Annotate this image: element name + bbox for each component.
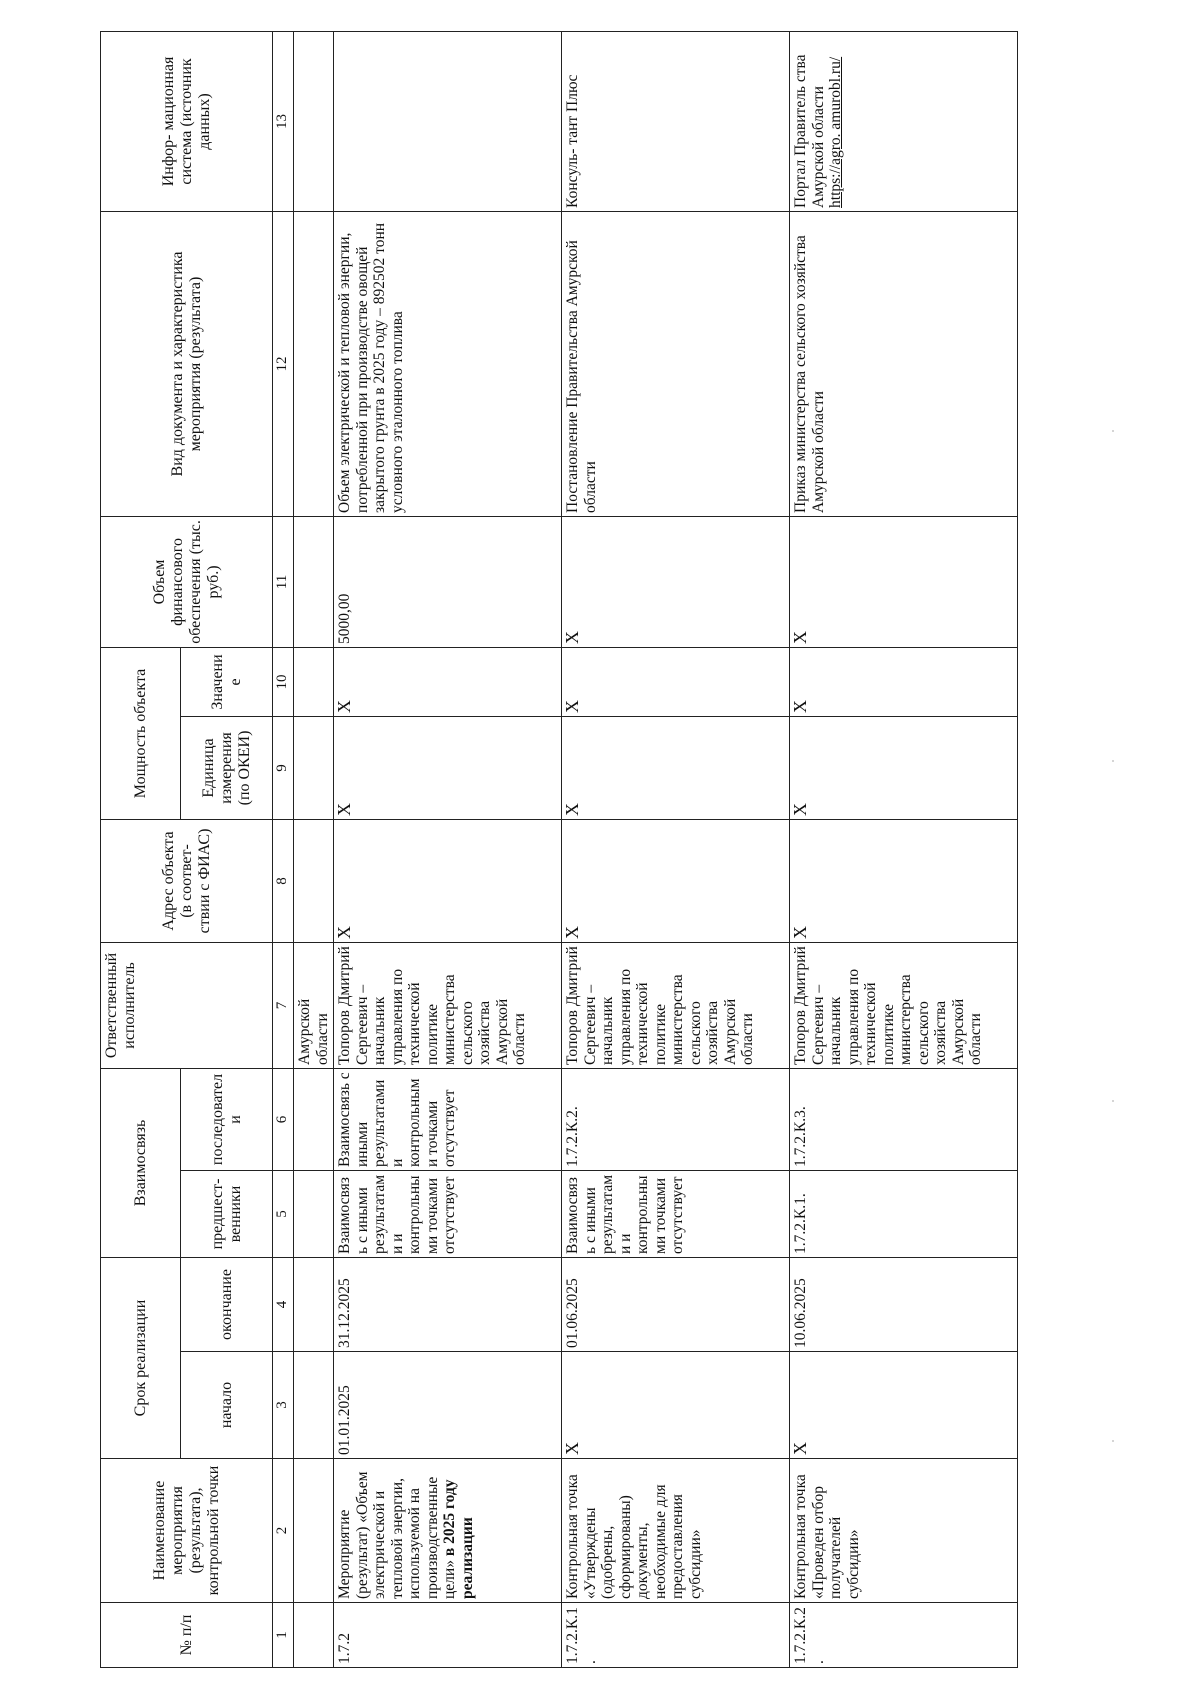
header-num: № п/п <box>101 1603 273 1668</box>
col-number: 10 <box>273 647 294 716</box>
row-num: 1.7.2.К.1. <box>562 1603 790 1668</box>
scan-speck <box>1112 1100 1114 1102</box>
row-num: 1.7.2.К.2. <box>790 1603 1018 1668</box>
row-name-text: Мероприятие (результат) «Объем электрической и тепловой энергии, используемой на производственные цели» <box>336 1471 458 1599</box>
col-number: 3 <box>273 1352 294 1459</box>
header-power: Мощность объекта <box>101 647 181 819</box>
header-resp: Ответственный исполнитель <box>101 942 273 1068</box>
col-number: 5 <box>273 1170 294 1257</box>
row-name-text: Контрольная точка «Проведен отбор получателей субсидии» <box>792 1474 862 1599</box>
row-addr: X <box>790 819 1018 942</box>
row-start: X <box>790 1352 1018 1459</box>
col-number: 13 <box>273 31 294 211</box>
row-name <box>790 1459 1018 1603</box>
row-start: 01.01.2025 <box>334 1352 562 1459</box>
row-pred: Взаимосвязь с иными результатами и контрольными точками отсутствует <box>334 1170 562 1257</box>
row-resp: Топоров Дмитрий Сергеевич – начальник управления по технической политике министерства сельского хозяйства Амурской области <box>790 942 1018 1068</box>
portal-link[interactable]: https://agro. amurobl.ru/ <box>827 56 844 208</box>
row-info: Консуль- тант Плюс <box>562 31 790 211</box>
row-doc: Объем электрической и тепловой энергии, потребленной при производстве овощей закрытого грунта в 2025 году – 892502 тонн условного эталонного топлива <box>334 211 562 516</box>
row-end: 10.06.2025 <box>790 1257 1018 1351</box>
table-row <box>790 31 1018 1667</box>
row-fin: X <box>562 516 790 647</box>
row-doc: Приказ министерства сельского хозяйства Амурской области <box>790 211 1018 516</box>
col-number: 11 <box>273 516 294 647</box>
scan-speck <box>1112 430 1114 432</box>
header-term: Срок реализации <box>101 1257 181 1458</box>
row-addr: X <box>334 819 562 942</box>
row-resp: Топоров Дмитрий Сергеевич – начальник управления по технической политике министерства сельского хозяйства Амурской области <box>562 942 790 1068</box>
row-unit: X <box>562 716 790 819</box>
col-number: 4 <box>273 1257 294 1351</box>
row-addr: X <box>562 819 790 942</box>
row-start: X <box>562 1352 790 1459</box>
header-end: окончание <box>181 1257 273 1351</box>
header-addr: Адрес объекта (в соответ- ствии с ФИАС) <box>101 819 273 942</box>
header-start: начало <box>181 1352 273 1459</box>
col-number: 7 <box>273 942 294 1068</box>
header-link: Взаимосвязь <box>101 1068 181 1257</box>
row-succ: 1.7.2.К.2. <box>562 1068 790 1170</box>
plan-table <box>100 31 1018 1668</box>
row-info <box>790 31 1018 211</box>
row-value: X <box>334 647 562 716</box>
header-name: Наименование мероприятия (результата), контрольной точки <box>101 1459 273 1603</box>
column-numbers-row <box>273 31 294 1667</box>
header-doc: Вид документа и характеристика мероприятия (результата) <box>101 211 273 516</box>
header-succ: последователи <box>181 1068 273 1170</box>
row-value: X <box>562 647 790 716</box>
row-info <box>334 31 562 211</box>
row-end: 01.06.2025 <box>562 1257 790 1351</box>
header-unit: Единица измерения (по ОКЕИ) <box>181 716 273 819</box>
row-name <box>562 1459 790 1603</box>
header-value: Значение <box>181 647 273 716</box>
col-number: 1 <box>273 1603 294 1668</box>
row-unit: X <box>334 716 562 819</box>
document-sheet <box>100 32 1108 1668</box>
col-number: 12 <box>273 211 294 516</box>
row-value: X <box>790 647 1018 716</box>
scan-speck <box>1112 760 1114 762</box>
row-fin: X <box>790 516 1018 647</box>
header-info: Инфор- мационная система (источник данных) <box>101 31 273 211</box>
row-doc: Постановление Правительства Амурской области <box>562 211 790 516</box>
row-name-text: Контрольная точка «Утверждены (одобрены, сформированы) документы, необходимые для предоставления субсидии» <box>564 1474 704 1599</box>
row-num: 1.7.2 <box>334 1603 562 1668</box>
table-row <box>334 31 562 1667</box>
row-info-text: Портал Правитель ства Амурской области <box>792 54 827 208</box>
row-fin: 5000,00 <box>334 516 562 647</box>
row-pred: Взаимосвязь с иными результатами и контрольными точками отсутствует <box>562 1170 790 1257</box>
col-number: 6 <box>273 1068 294 1170</box>
row-name-bold: в 2025 году реализации <box>441 1479 476 1599</box>
col-number: 2 <box>273 1459 294 1603</box>
continuation-resp: Амурской области <box>294 942 334 1068</box>
row-succ: 1.7.2.К.3. <box>790 1068 1018 1170</box>
header-fin: Объем финансового обеспечения (тыс. руб.) <box>101 516 273 647</box>
row-name <box>334 1459 562 1603</box>
col-number: 8 <box>273 819 294 942</box>
row-pred: 1.7.2.К.1. <box>790 1170 1018 1257</box>
row-succ: Взаимосвязь с иными результатами и контрольными точками отсутствует <box>334 1068 562 1170</box>
row-unit: X <box>790 716 1018 819</box>
row-end: 31.12.2025 <box>334 1257 562 1351</box>
col-number: 9 <box>273 716 294 819</box>
row-resp: Топоров Дмитрий Сергеевич – начальник управления по технической политике министерства сельского хозяйства Амурской области <box>334 942 562 1068</box>
header-pred: предшест- венники <box>181 1170 273 1257</box>
table-row <box>562 31 790 1667</box>
continuation-row <box>294 31 334 1667</box>
rotated-page <box>100 32 1108 1668</box>
scan-speck <box>1112 1440 1114 1442</box>
